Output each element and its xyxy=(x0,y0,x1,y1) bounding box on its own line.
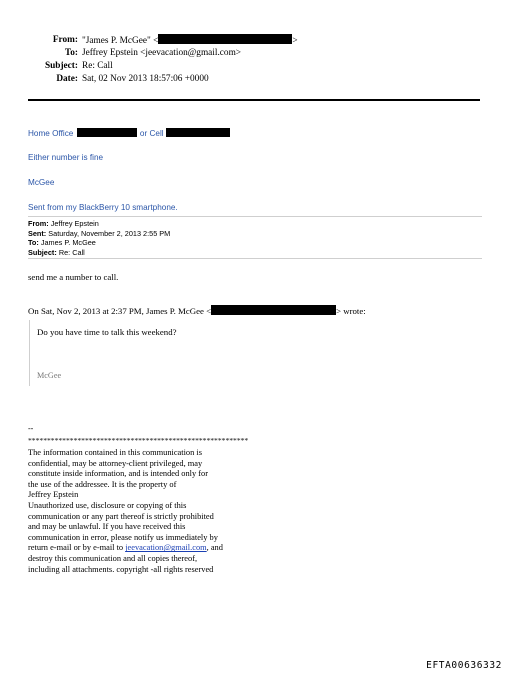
disclaimer-line: Jeffrey Epstein xyxy=(28,490,79,500)
subject-value: Re: Call xyxy=(82,61,113,71)
message-body: send me a number to call. xyxy=(28,272,119,282)
disclaimer-line: including all attachments. copyright -all rights reserved xyxy=(28,564,214,574)
quote-bar xyxy=(29,320,30,386)
quoted-to-row: To: James P. McGee xyxy=(28,238,96,247)
to-value: Jeffrey Epstein <jeevacation@gmail.com> xyxy=(82,48,242,58)
to-label: To: xyxy=(64,48,78,58)
header-divider xyxy=(28,99,480,101)
quoted-signature: McGee xyxy=(37,371,62,380)
or-cell-label: or Cell xyxy=(139,129,164,138)
message-divider xyxy=(28,258,482,259)
subject-label: Subject: xyxy=(44,61,78,71)
quoted-header-divider xyxy=(28,216,482,217)
confidentiality-disclaimer xyxy=(28,448,223,575)
reply-signature: McGee xyxy=(28,178,55,187)
from-label: From: xyxy=(52,35,78,45)
bates-number: EFTA00636332 xyxy=(426,660,502,671)
date-value: Sat, 02 Nov 2013 18:57:06 +0000 xyxy=(82,74,209,84)
quoted-subject-row: Subject: Re: Call xyxy=(28,247,85,257)
redaction-block xyxy=(211,305,336,315)
separator-stars: ********************************************************** xyxy=(28,436,249,445)
header-date-row xyxy=(0,73,512,86)
attribution-line: On Sat, Nov 2, 2013 at 2:37 PM, James P. McGee < > wrote: xyxy=(28,306,366,316)
date-label: Date: xyxy=(56,74,78,84)
disclaimer-line: the use of the addressee. It is the property of xyxy=(28,479,177,489)
header-to-row xyxy=(0,47,512,60)
reply-line-either: Either number is fine xyxy=(28,153,104,162)
header-from-row xyxy=(0,34,512,47)
disclaimer-line: constitute inside information, and is intended only for xyxy=(28,469,209,479)
quoted-question: Do you have time to talk this weekend? xyxy=(37,327,177,337)
disclaimer-line: communication in error, please notify us immediately by xyxy=(28,532,218,542)
disclaimer-line: confidential, may be attorney-client privileged, may xyxy=(28,458,203,468)
reply-phone-line xyxy=(28,128,230,138)
signature-dashes: -- xyxy=(28,424,34,433)
quoted-header xyxy=(28,219,170,257)
redaction-block xyxy=(77,128,137,137)
quoted-sent-row: Sent: Saturday, November 2, 2013 2:55 PM xyxy=(28,228,171,238)
redaction-block xyxy=(158,34,292,44)
disclaimer-line: destroy this communication and all copies thereof, xyxy=(28,553,198,563)
home-office-label: Home Office xyxy=(28,129,74,138)
disclaimer-line: and may be unlawful. If you have received this xyxy=(28,522,186,532)
disclaimer-line: communication or any part thereof is strictly prohibited xyxy=(28,511,214,521)
disclaimer-line: Unauthorized use, disclosure or copying of this xyxy=(28,500,187,510)
redaction-block xyxy=(166,128,230,137)
from-value: "James P. McGee" < > xyxy=(82,36,298,46)
quoted-from-row: From: Jeffrey Epstein xyxy=(28,219,99,228)
header-subject-row xyxy=(0,60,512,73)
email-link[interactable]: jeevacation@gmail.com xyxy=(125,543,207,553)
reply-sent-from: Sent from my BlackBerry 10 smartphone. xyxy=(28,203,178,212)
disclaimer-notify-line: return e-mail or by e-mail to jeevacation@gmail.com, and xyxy=(28,543,223,553)
disclaimer-line: The information contained in this communication is xyxy=(28,448,202,457)
